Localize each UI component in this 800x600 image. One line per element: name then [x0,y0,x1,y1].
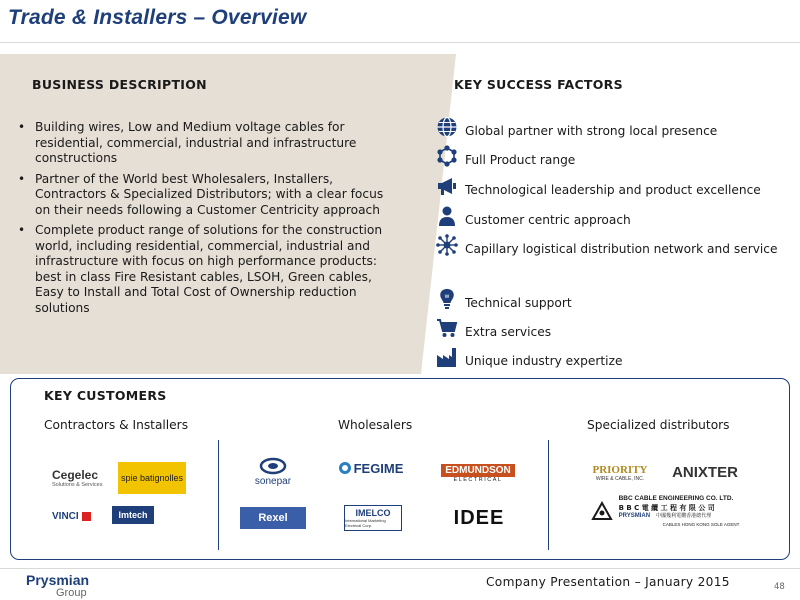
category-distributors: Specialized distributors [587,418,730,432]
rexel-logo: Rexel [240,507,306,529]
hub-network-icon [436,234,458,256]
megaphone-icon [436,175,458,197]
key-success-factors-heading: KEY SUCCESS FACTORS [454,77,623,92]
svg-text:w: w [444,293,450,300]
category-contractors: Contractors & Installers [44,418,189,432]
person-icon [436,205,458,227]
business-bullet: • Complete product range of solutions for the construction world, including residential, commercial, industrial and infrastructure with focus on high performance products: best in class Fire Resistant cables, LSOH, Green cables, Easy to Install and Total Cost of Ownership reduction solutions [14,223,399,316]
vinci-mark-icon [82,512,91,521]
edmundson-logo: EDMUNDSON ELECTRICAL [444,460,512,486]
category-divider [218,440,219,550]
success-factor-label: Global partner with strong local presence [465,124,718,138]
vinci-logo: VINCI [52,508,108,524]
cegelec-logo: Cegelec Solutions & Services [52,468,103,488]
category-wholesalers: Wholesalers [338,418,413,432]
key-customers-heading: KEY CUSTOMERS [44,388,167,403]
globe-icon [436,116,458,138]
footer-divider [0,568,800,569]
prysmian-group-logo: Prysmian Group [26,572,90,599]
shopping-cart-icon [436,317,458,339]
category-divider [548,440,549,550]
lightbulb-icon [436,288,458,310]
fegime-logo: FEGIME [330,459,412,477]
success-factor-label: Capillary logistical distribution network and service [465,242,778,256]
business-description-heading: BUSINESS DESCRIPTION [32,77,207,92]
priority-wire-logo: PRIORITY WIRE & CABLE, INC. [592,464,648,482]
page-number: 48 [774,582,785,592]
factory-icon [436,346,458,368]
business-description-list [14,120,399,321]
business-bullet: • Building wires, Low and Medium voltage cables for residential, commercial, industrial and infrastructure constructions [14,120,399,167]
imelco-logo: IMELCO International Marketing Electrical Corp. [344,505,402,531]
success-factor-label: Extra services [465,325,552,339]
success-factor-label: Unique industry expertize [465,354,623,368]
sonepar-swirl-icon [258,456,288,476]
success-factor-label: Technological leadership and product excellence [465,183,761,197]
bbc-emblem-icon [591,501,613,523]
business-bullet: • Partner of the World best Wholesalers, Installers, Contractors & Specialized Distributors; with a clear focus on their needs following a Customer Centricity approach [14,172,399,219]
network-nodes-icon [436,145,458,167]
spie-batignolles-logo: spie batignolles [118,462,186,494]
imtech-logo: Imtech [112,506,154,524]
anixter-logo: ANIXTER [672,463,738,481]
success-factor-label: Technical support [465,296,572,310]
bbc-cable-logo: BBC CABLE ENGINEERING CO. LTD. B B C 電 纜 工 程 有 限 公 司 PRYSMIAN 中國幾利電纜香港總代理 CABLES HONG KONG SOLE AGENT [586,495,744,529]
idee-logo: IDEE [453,506,505,529]
footer-presentation-label: Company Presentation – January 2015 [486,575,730,589]
fegime-gear-icon [339,462,351,474]
success-factor-label: Customer centric approach [465,213,631,227]
sonepar-logo: sonepar [240,452,306,490]
title-divider [0,42,800,43]
success-factor-label: Full Product range [465,153,576,167]
page-title: Trade & Installers – Overview [8,6,307,29]
